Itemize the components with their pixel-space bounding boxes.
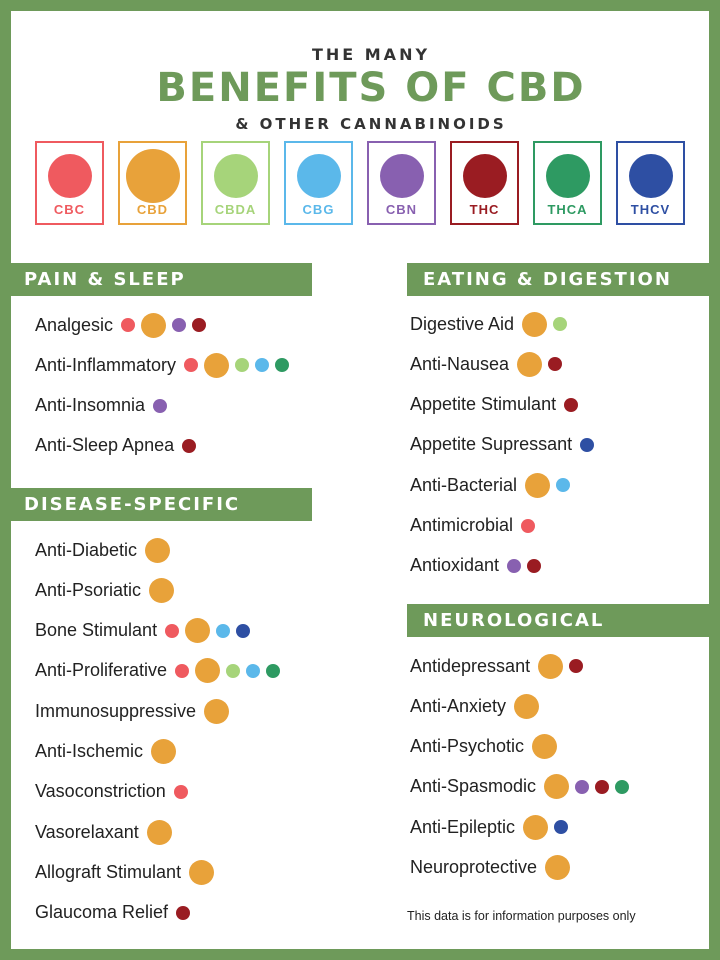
cannabinoid-dot-cbda [553,317,567,331]
cannabinoid-dot-cbn [507,559,521,573]
cannabinoid-dot-cbn [172,318,186,332]
legend-item-cbd [118,141,187,225]
benefit-row [410,691,545,721]
benefit-row [410,812,574,842]
legend-dot-thca [546,154,590,198]
cannabinoid-dot-thc [192,318,206,332]
benefit-label: Anti-Bacterial [410,474,518,495]
cannabinoid-dot-cbd [151,739,176,764]
cannabinoid-dot-cbd [532,734,557,759]
cannabinoid-dot-cbd [545,855,570,880]
benefit-row [410,651,589,681]
cannabinoid-dot-cbd [538,654,563,679]
cannabinoid-dot-cbg [246,664,260,678]
benefit-row [410,511,541,541]
benefit-row [35,575,180,605]
legend-dot-cbda [214,154,258,198]
section-header-disease-specific: DISEASE-SPECIFIC [0,488,312,521]
benefit-row [410,853,576,883]
header-line-3: & OTHER CANNABINOIDS [235,115,507,133]
legend-dot-thcv [629,154,673,198]
cannabinoid-dot-thcv [554,820,568,834]
benefit-row [410,430,600,460]
benefit-label: Digestive Aid [410,313,515,334]
cannabinoid-dot-cbd [195,658,220,683]
cannabinoid-dot-cbn [153,399,167,413]
benefit-row [35,310,212,340]
benefit-label: Antidepressant [410,655,531,676]
cannabinoid-dot-thc [176,906,190,920]
legend-item-thca [533,141,602,225]
benefit-label: Anti-Nausea [410,353,510,374]
section-header-eating-digestion: EATING & DIGESTION [407,263,720,296]
benefit-row [410,390,584,420]
benefit-label: Anti-Epileptic [410,816,516,837]
cannabinoid-dot-cbc [184,358,198,372]
cannabinoid-dot-cbc [175,664,189,678]
legend-label: CBC [53,202,86,217]
cannabinoid-dot-thc [569,659,583,673]
benefit-row [410,732,563,762]
header-line-1: THE MANY [311,45,431,64]
benefit-label: Vasoconstriction [35,781,166,802]
benefit-row [35,857,220,887]
benefit-label: Glaucoma Relief [35,902,169,923]
benefit-label: Anti-Sleep Apnea [35,435,175,456]
legend-label: THCA [547,202,588,217]
legend-item-cbda [201,141,270,225]
cannabinoid-dot-cbd [514,694,539,719]
benefit-row [410,772,635,802]
benefit-label: Anti-Inflammatory [35,354,177,375]
cannabinoid-dot-thca [275,358,289,372]
benefit-row [35,696,235,726]
cannabinoid-dot-cbda [235,358,249,372]
benefit-row [35,535,176,565]
cannabinoid-dot-cbd [544,774,569,799]
benefit-label: Allograft Stimulant [35,861,182,882]
cannabinoid-dot-cbc [521,519,535,533]
benefit-row [410,349,568,379]
cannabinoid-dot-thc [564,398,578,412]
legend-label: CBN [385,202,418,217]
benefit-label: Anti-Insomnia [35,395,146,416]
benefit-label: Antioxidant [410,555,500,576]
cannabinoid-dot-thcv [580,438,594,452]
legend-item-cbc [35,141,104,225]
cannabinoid-dot-cbd [149,578,174,603]
cannabinoid-dot-cbc [121,318,135,332]
cannabinoid-dot-cbc [165,624,179,638]
legend-item-thc [450,141,519,225]
legend-dot-cbc [48,154,92,198]
legend-label: THC [469,202,500,217]
cannabinoid-dot-thcv [236,624,250,638]
page-title: BENEFITS OF CBD [156,65,586,111]
cannabinoid-dot-cbd [522,312,547,337]
benefit-label: Anti-Psychotic [410,736,525,757]
benefit-label: Anti-Anxiety [410,695,507,716]
cannabinoid-dot-thca [266,664,280,678]
section-header-pain-sleep: PAIN & SLEEP [0,263,312,296]
legend-item-cbg [284,141,353,225]
cannabinoid-dot-cbd [189,860,214,885]
benefit-label: Appetite Stimulant [410,394,557,415]
cannabinoid-dot-thc [527,559,541,573]
legend-label: CBD [136,202,169,217]
benefit-label: Neuroprotective [410,857,538,877]
cannabinoid-dot-cbda [226,664,240,678]
benefit-label: Anti-Diabetic [35,539,138,560]
benefit-row [410,309,573,339]
benefit-row [35,737,182,767]
legend-label: THCV [630,202,671,217]
cannabinoid-dot-cbg [255,358,269,372]
benefit-label: Appetite Supressant [410,434,573,455]
benefit-label: Vasorelaxant [35,821,139,842]
cannabinoid-dot-cbc [174,785,188,799]
legend-label: CBG [302,202,335,217]
benefit-row [35,391,173,421]
cannabinoid-dot-cbd [147,820,172,845]
cannabinoid-dot-thc [548,357,562,371]
legend-dot-thc [463,154,507,198]
cannabinoid-dot-thca [615,780,629,794]
benefit-row [35,350,295,380]
cannabinoid-dot-cbn [575,780,589,794]
legend-item-cbn [367,141,436,225]
benefit-row [35,656,286,686]
cannabinoid-dot-cbd [185,618,210,643]
benefit-label: Anti-Ischemic [35,741,144,761]
cannabinoid-dot-cbg [556,478,570,492]
benefit-label: Antimicrobial [410,515,514,535]
legend-item-thcv [616,141,685,225]
cannabinoid-dot-thc [182,439,196,453]
benefit-row [35,777,194,807]
benefit-label: Anti-Spasmodic [410,776,537,797]
cannabinoid-dot-thc [595,780,609,794]
cannabinoid-dot-cbd [204,699,229,724]
benefit-label: Anti-Psoriatic [35,579,142,600]
benefit-label: Analgesic [35,314,114,335]
legend-dot-cbg [297,154,341,198]
benefit-row [35,898,196,928]
cannabinoid-dot-cbd [141,313,166,338]
cannabinoid-legend [35,141,695,227]
legend-dot-cbd [126,149,180,203]
cannabinoid-dot-cbd [525,473,550,498]
benefit-label: Bone Stimulant [35,620,158,641]
section-header-neurological: NEUROLOGICAL [407,604,720,637]
cannabinoid-dot-cbd [523,815,548,840]
legend-label: CBDA [214,202,257,217]
benefit-row [410,551,547,581]
benefit-label: Anti-Proliferative [35,660,168,681]
cannabinoid-dot-cbg [216,624,230,638]
cannabinoid-dot-cbd [517,352,542,377]
disclaimer-note: This data is for information purposes only [407,909,636,923]
cannabinoid-dot-cbd [145,538,170,563]
cannabinoid-dot-cbd [204,353,229,378]
benefit-row [35,817,178,847]
benefit-label: Immunosuppressive [35,700,197,721]
benefit-row [35,431,202,461]
legend-dot-cbn [380,154,424,198]
benefit-row [410,470,576,500]
benefit-row [35,616,256,646]
